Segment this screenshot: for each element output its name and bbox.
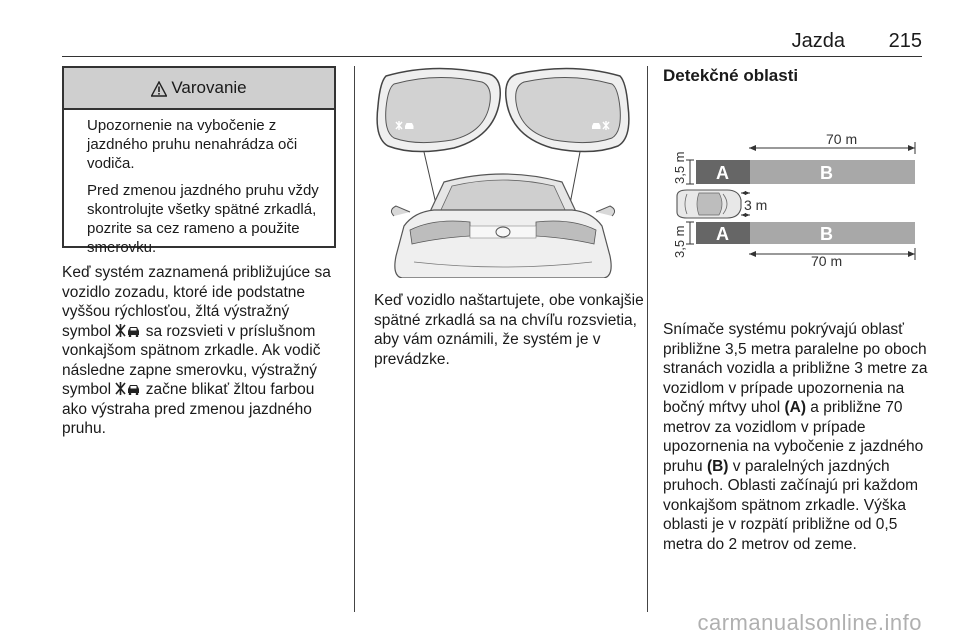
blind-spot-warning-icon (115, 382, 141, 395)
bottom-70m-label: 70 m (811, 253, 843, 269)
mirrors-illustration (374, 66, 632, 278)
watermark: carmanualsonline.info (697, 610, 922, 635)
zone-b-ref: (B) (706, 457, 729, 475)
zone-b-top-label: B (820, 163, 833, 183)
warning-title: Varovanie (171, 78, 247, 97)
warning-paragraph-1: Upozornenie na vybočenie z jazdného pruhu nenahrádza oči vodiča. (87, 117, 298, 172)
detection-areas-diagram (663, 104, 925, 300)
3m-label: 3 m (744, 197, 768, 213)
col2-caption: Keď vozidlo naštartujete, obe vonkajšie spätné zrkadlá sa na chvíľu rozsvietia, aby vám oznámili, že systém je v prevádzke. (374, 292, 644, 368)
page-number: 215 (888, 30, 922, 52)
top-70m-label: 70 m (826, 131, 858, 147)
col1-body-text: Keď systém zaznamená približujúce sa vozidlo zozadu, ktoré ide podstatne vyššou rýchlosťou, žltá výstražný symbol sa rozsvieti v príslušnom vonkajšom spätnom zrkadle. Ak vodič následne zapne smerovku, výstražný symbol začne blikať žltou farbou ako výstraha pred zmenou jazdného pruhu. (62, 264, 331, 437)
warning-box (62, 66, 336, 256)
car-top-view (677, 190, 741, 218)
section-title: Jazda (791, 30, 845, 52)
warning-header (64, 68, 334, 110)
page-header (0, 0, 960, 60)
warning-triangle-icon (151, 81, 167, 97)
bottom-3-5m-label: 3,5 m (672, 225, 687, 258)
blind-spot-warning-icon (115, 324, 141, 337)
col3-body-text: Snímače systému pokrývajú oblasť približne 3,5 metra paralelne po oboch stranách vozidla a približne 3 metre za vozidlom v prípade upozornenia na bočný mŕtvy uhol (A) a približne 70 metrov za vozidlom v prípade upozornenia na vybočenie z jazdného pruhu (B) v paralelných jazdných pruhoch. Oblasti začínajú pri každom vonkajšom spätnom zrkadle. Výška oblasti je v rozpätí približne od 0,5 metra do 2 metrov od zeme. (663, 321, 928, 553)
column-divider-2 (647, 66, 648, 612)
detection-areas-heading: Detekčné oblasti (663, 66, 799, 85)
warning-paragraph-2: Pred zmenou jazdného pruhu vždy skontrolujte všetky spätné zrkadlá, pozrite sa cez rameno a použite smerovku. (87, 182, 319, 256)
zone-a-top-label: A (716, 163, 729, 183)
top-3-5m-label: 3,5 m (672, 151, 687, 184)
zone-a-bottom-label: A (716, 224, 729, 244)
column-divider-1 (354, 66, 355, 612)
zone-a-ref: (A) (784, 399, 806, 416)
zone-b-bottom-label: B (820, 224, 833, 244)
header-rule (62, 56, 922, 57)
